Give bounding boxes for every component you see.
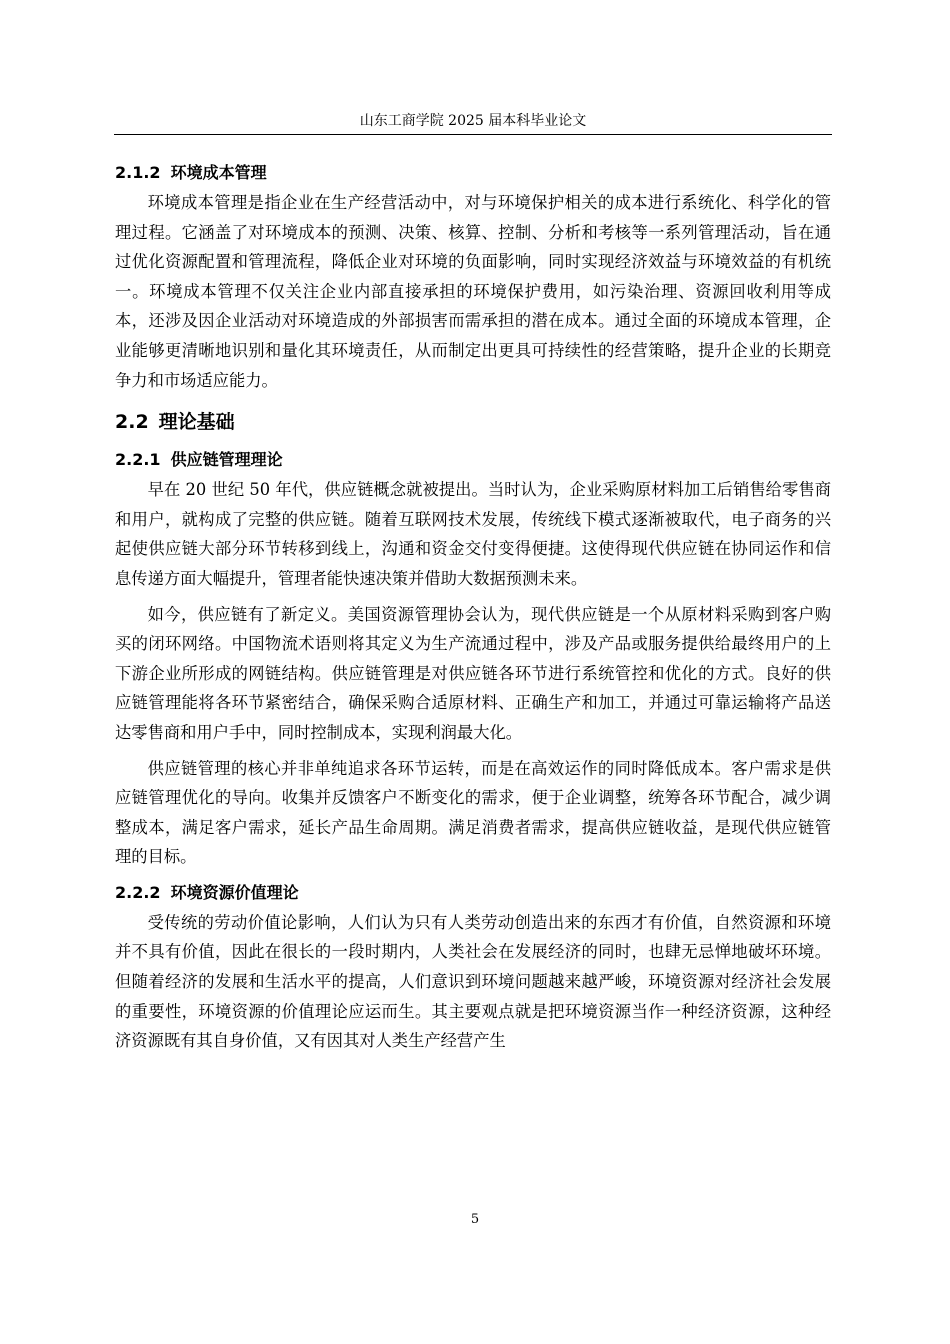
paragraph: 环境成本管理是指企业在生产经营活动中，对与环境保护相关的成本进行系统化、科学化的管理过程。它涵盖了对环境成本的预测、决策、核算、控制、分析和考核等一系列管理活动，旨在通过优化资源配置和管理流程，降低企业对环境的负面影响，同时实现经济效益与环境效益的有机统一。环境成本管理不仅关注企业内部直接承担的环境保护费用，如污染治理、资源回收利用等成本，还涉及因企业活动对环境造成的外部损害而需承担的潜在成本。通过全面的环境成本管理，企业能够更清晰地识别和量化其环境责任，从而制定出更具可持续性的经营策略，提升企业的长期竞争力和市场适应能力。 bbox=[115, 193, 831, 390]
header-divider bbox=[114, 134, 832, 135]
paragraph: 早在 20 世纪 50 年代，供应链概念就被提出。当时认为，企业采购原材料加工后销售给零售商和用户，就构成了完整的供应链。随着互联网技术发展，传统线下模式逐渐被取代，电子商务的兴起使供应链大部分环节转移到线上，沟通和资金交付变得便捷。这使得现代供应链在协同运作和信息传递方面大幅提升，管理者能快速决策并借助大数据预测未来。 bbox=[115, 480, 831, 588]
page-number: 5 bbox=[470, 1212, 480, 1227]
paragraph: 供应链管理的核心并非单纯追求各环节运转，而是在高效运作的同时降低成本。客户需求是供应链管理优化的导向。收集并反馈客户不断变化的需求，便于企业调整，统筹各环节配合，减少调整成本，满足客户需求，延长产品生命周期。满足消费者需求，提高供应链收益，是现代供应链管理的目标。 bbox=[115, 758, 831, 867]
section-heading-2-2-2 bbox=[115, 878, 831, 908]
section-number: 2.2.1 bbox=[115, 450, 161, 470]
section-heading-2-1-2 bbox=[115, 158, 831, 188]
section-title: 理论基础 bbox=[158, 411, 235, 434]
section-heading-2-2-1 bbox=[115, 445, 831, 475]
section-number: 2.2 bbox=[115, 411, 149, 434]
running-header: 山东工商学院 2025 届本科毕业论文 bbox=[359, 113, 587, 129]
section-heading-2-2 bbox=[115, 409, 831, 435]
section-title: 供应链管理理论 bbox=[170, 450, 283, 470]
paragraph: 如今，供应链有了新定义。美国资源管理协会认为，现代供应链是一个从原材料采购到客户购买的闭环网络。中国物流术语则将其定义为生产流通过程中，涉及产品或服务提供给最终用户的上下游企业所形成的网链结构。供应链管理是对供应链各环节进行系统管控和优化的方式。良好的供应链管理能将各环节紧密结合，确保采购合适原材料、正确生产和加工，并通过可靠运输将产品送达零售商和用户手中，同时控制成本，实现利润最大化。 bbox=[115, 604, 831, 742]
section-title: 环境成本管理 bbox=[170, 163, 267, 182]
section-title: 环境资源价值理论 bbox=[170, 882, 299, 902]
page-content bbox=[115, 158, 831, 1062]
section-number: 2.1.2 bbox=[115, 163, 161, 182]
paragraph: 受传统的劳动价值论影响，人们认为只有人类劳动创造出来的东西才有价值，自然资源和环境并不具有价值，因此在很长的一段时期内，人类社会在发展经济的同时，也肆无忌惮地破坏环境。但随着经济的发展和生活水平的提高，人们意识到环境问题越来越严峻，环境资源对经济社会发展的重要性，环境资源的价值理论应运而生。其主要观点就是把环境资源当作一种经济资源，这种经济资源既有其自身价值，又有因其对人类生产经营产生 bbox=[115, 912, 831, 1051]
section-number: 2.2.2 bbox=[115, 882, 161, 902]
